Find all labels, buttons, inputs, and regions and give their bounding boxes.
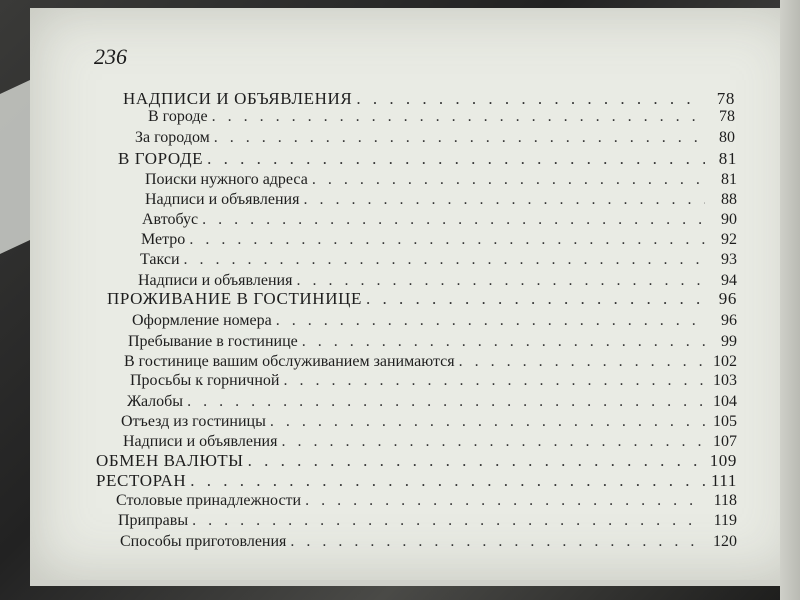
- toc-entry: [123, 433, 737, 451]
- toc-entry-page: 94: [721, 272, 737, 289]
- toc-entry: [118, 150, 737, 168]
- toc-entry-title: Поиски нужного адреса: [145, 171, 308, 188]
- toc-entry: [130, 372, 737, 390]
- toc-entry-page: 118: [713, 492, 737, 509]
- toc-leader-dots: [214, 129, 703, 147]
- toc-entry: [138, 272, 737, 290]
- toc-leader-dots: [276, 312, 705, 330]
- toc-entry-page: 88: [721, 191, 737, 208]
- toc-leader-dots: [207, 150, 705, 168]
- toc-entry-title: Жалобы: [127, 393, 184, 410]
- toc-leader-dots: [212, 108, 703, 126]
- toc-entry: [145, 171, 737, 189]
- toc-entry-page: 109: [709, 451, 737, 470]
- toc-entry: [128, 333, 737, 351]
- toc-leader-dots: [281, 433, 705, 451]
- toc-entry-page: 81: [718, 149, 737, 168]
- toc-entry-page: 120: [713, 533, 737, 550]
- toc-entry-page: 104: [713, 393, 737, 410]
- toc-entry-title: Метро: [141, 231, 186, 248]
- toc-entry-title: Столовые принадлежности: [116, 492, 302, 509]
- toc-entry-title: В гостинице вашим обслуживанием занимаются: [124, 353, 455, 370]
- toc-leader-dots: [296, 272, 705, 290]
- toc-entry: [132, 312, 737, 330]
- toc-entry-page: 111: [710, 471, 737, 490]
- toc-entry-title: ОБМЕН ВАЛЮТЫ: [96, 451, 244, 470]
- toc-entry-title: РЕСТОРАН: [96, 471, 187, 490]
- toc-entry-title: В ГОРОДЕ: [118, 149, 204, 168]
- toc-entry-page: 96: [718, 289, 737, 308]
- toc-leader-dots: [184, 251, 705, 269]
- toc-entry-page: 105: [713, 413, 737, 430]
- toc-leader-dots: [303, 191, 705, 209]
- toc-entry-title: Пребывание в гостинице: [128, 333, 298, 350]
- toc-entry-page: 119: [713, 512, 737, 529]
- toc-leader-dots: [190, 472, 705, 490]
- toc-leader-dots: [305, 492, 705, 510]
- toc-entry-page: 103: [713, 372, 737, 389]
- toc-leader-dots: [312, 171, 705, 189]
- toc-entry-title: Надписи и объявления: [123, 433, 278, 450]
- toc-entry: [141, 231, 737, 249]
- toc-leader-dots: [202, 211, 705, 229]
- toc-leader-dots: [192, 512, 705, 530]
- toc-entry: [116, 492, 737, 510]
- toc-entry-page: 78: [716, 89, 735, 108]
- toc-entry: [96, 472, 737, 490]
- toc-entry-title: Надписи и объявления: [138, 272, 293, 289]
- toc-entry: [124, 353, 737, 371]
- page-number: 236: [94, 44, 127, 69]
- toc-entry-title: Просьбы к горничной: [130, 372, 280, 389]
- toc-entry: [135, 129, 735, 147]
- toc-leader-dots: [459, 353, 705, 371]
- toc-entry-page: 96: [721, 312, 737, 329]
- toc-entry-title: ПРОЖИВАНИЕ В ГОСТИНИЦЕ: [107, 289, 362, 308]
- toc-entry: [123, 90, 735, 108]
- toc-entry-page: 78: [719, 108, 735, 125]
- toc-leader-dots: [189, 231, 705, 249]
- toc-entry-page: 107: [713, 433, 737, 450]
- toc-entry-title: Такси: [140, 251, 180, 268]
- toc-entry-page: 93: [721, 251, 737, 268]
- toc-entry: [107, 290, 737, 308]
- toc-entry-title: Надписи и объявления: [145, 191, 300, 208]
- toc-leader-dots: [366, 290, 705, 308]
- toc-entry-page: 80: [719, 129, 735, 146]
- toc-entry-page: 99: [721, 333, 737, 350]
- toc-entry-title: НАДПИСИ И ОБЪЯВЛЕНИЯ: [123, 89, 353, 108]
- toc-leader-dots: [356, 90, 703, 108]
- toc-entry: [127, 393, 737, 411]
- toc-entry-title: Отъезд из гостиницы: [121, 413, 266, 430]
- toc-leader-dots: [270, 413, 705, 431]
- toc-leader-dots: [248, 452, 705, 470]
- toc-entry: [118, 512, 737, 530]
- toc-entry: [121, 413, 737, 431]
- toc-entry-title: Способы приготовления: [120, 533, 287, 550]
- toc-leader-dots: [187, 393, 705, 411]
- toc-entry: [142, 211, 737, 229]
- toc-entry-title: Оформление номера: [132, 312, 272, 329]
- toc-entry: [148, 108, 735, 126]
- toc-entry: [145, 191, 737, 209]
- toc-entry-title: За городом: [135, 129, 210, 146]
- toc-entry-title: В городе: [148, 108, 208, 125]
- toc-entry-title: Приправы: [118, 512, 189, 529]
- toc-leader-dots: [283, 372, 705, 390]
- toc-entry: [120, 533, 737, 551]
- toc-entry-page: 90: [721, 211, 737, 228]
- toc-leader-dots: [290, 533, 705, 551]
- toc-entry-page: 102: [713, 353, 737, 370]
- toc-entry-page: 92: [721, 231, 737, 248]
- toc-entry-page: 81: [721, 171, 737, 188]
- toc-entry: [140, 251, 737, 269]
- toc-entry: [96, 452, 737, 470]
- toc-leader-dots: [302, 333, 705, 351]
- toc-entry-title: Автобус: [142, 211, 199, 228]
